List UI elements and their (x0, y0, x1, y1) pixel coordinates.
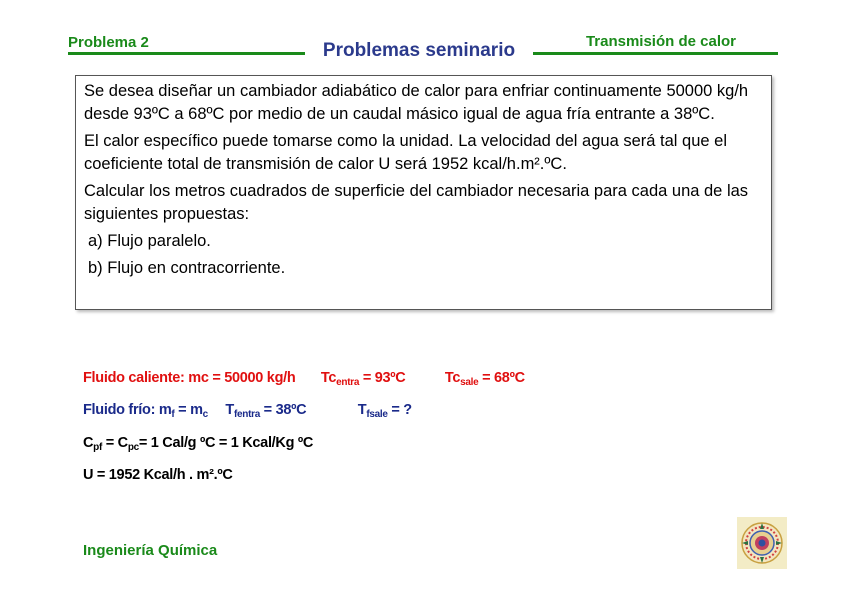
u-coefficient-line: U = 1952 Kcal/h . m².ºC (83, 467, 233, 483)
cp-symbol: C (83, 435, 94, 451)
header-right: Transmisión de calor (585, 33, 736, 50)
problem-statement-box (75, 75, 772, 310)
cold-mf-sub: f (171, 409, 175, 420)
hot-fluid-label: Fluido caliente: mc = 50000 kg/h (83, 370, 296, 386)
specific-heat-line (83, 435, 313, 453)
cold-inlet-symbol: T (225, 402, 234, 418)
hot-inlet-symbol: Tc (320, 370, 337, 386)
hot-outlet-value: = 68ºC (478, 370, 525, 386)
page-title: Problemas seminario (322, 40, 516, 61)
header-line-right (533, 52, 778, 55)
cold-outlet-symbol: T (357, 402, 367, 418)
cold-fluid-line (83, 402, 412, 420)
cp-eq: = C (102, 435, 128, 451)
cold-fluid-label: Fluido frío: m (83, 402, 172, 418)
header-left: Problema 2 (68, 34, 149, 51)
cold-inlet-sub: fentra (233, 409, 260, 420)
cp-value: = 1 Cal/g ºC = 1 Kcal/Kg ºC (138, 435, 314, 451)
footer-label: Ingeniería Química (83, 542, 218, 559)
statement-paragraph-3: Calcular los metros cuadrados de superficie del cambiador necesaria para cada una de las siguientes propuestas: (84, 182, 749, 223)
university-seal-icon (737, 517, 787, 569)
cold-eq: = m (174, 402, 203, 418)
option-b: b) Flujo en contracorriente. (88, 259, 286, 277)
cold-outlet-value: = ? (387, 402, 412, 418)
statement-paragraph-1: Se desea diseñar un cambiador adiabático de calor para enfriar continuamente 50000 kg/h desde 93ºC a 68ºC por medio de un caudal másico igual de agua fría entrante a 38ºC. (84, 82, 749, 123)
hot-outlet-sub: sale (460, 377, 479, 388)
hot-outlet-symbol: Tc (444, 370, 461, 386)
hot-inlet-sub: entra (336, 377, 360, 388)
cp-sub-c: pc (127, 442, 139, 453)
statement-paragraph-2: El calor específico puede tomarse como la unidad. La velocidad del agua será tal que el coeficiente total de transmisión de calor U será 1952 kcal/h.m².ºC. (84, 132, 727, 173)
option-a: a) Flujo paralelo. (88, 232, 211, 250)
cold-inlet-value: = 38ºC (259, 402, 307, 418)
cp-sub-f: pf (93, 442, 103, 453)
hot-inlet-value: = 93ºC (359, 370, 406, 386)
cold-outlet-sub: fsale (366, 409, 388, 420)
header-line-left (68, 52, 305, 55)
cold-mc-sub: c (202, 409, 208, 420)
hot-fluid-line (83, 370, 525, 388)
